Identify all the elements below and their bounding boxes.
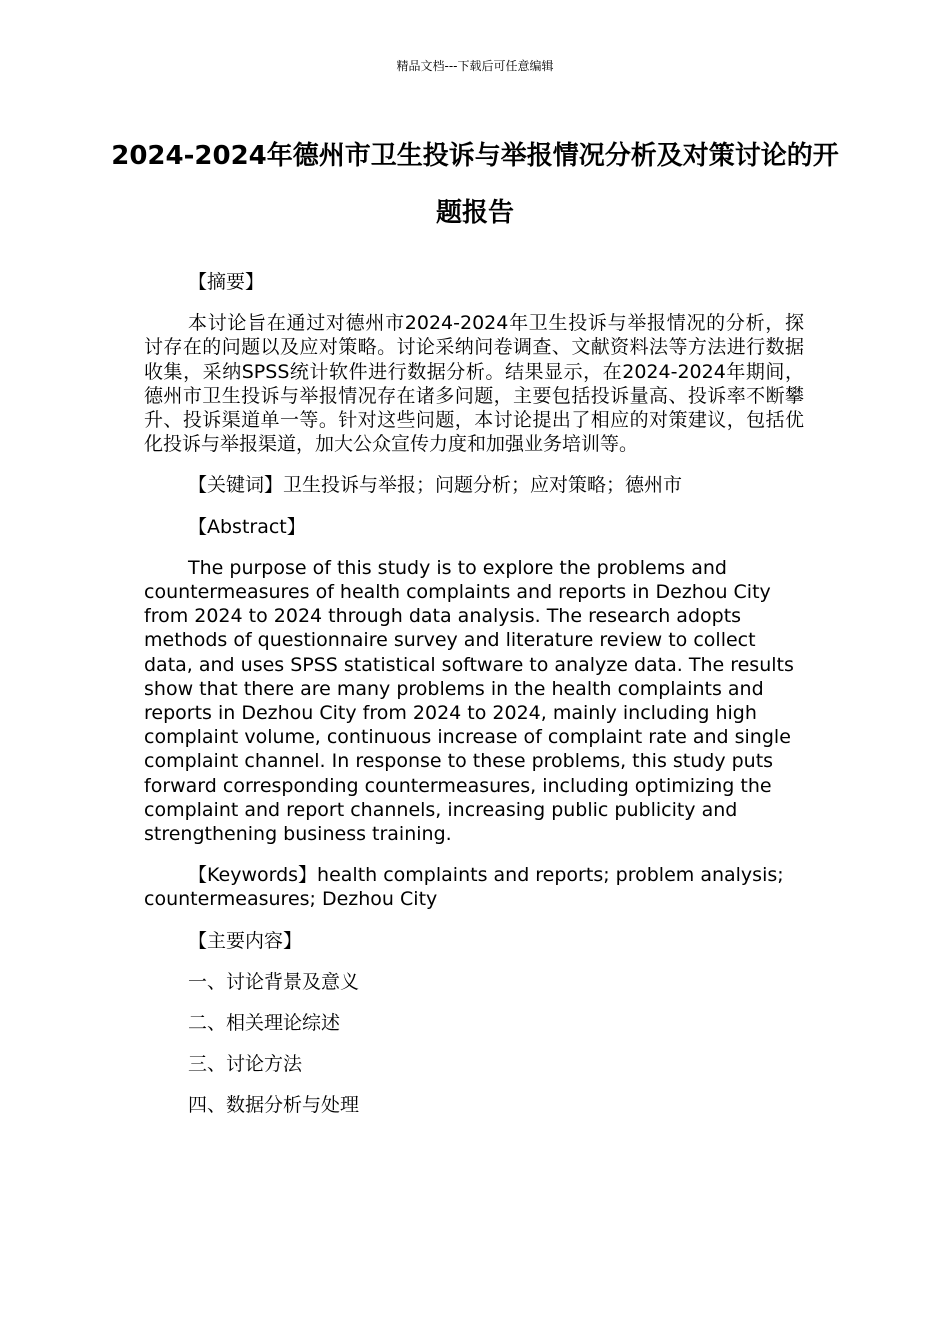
main-content-item: 四、数据分析与处理 [188, 1094, 360, 1117]
abstract-cn-body: 本讨论旨在通过对德州市2024-2024年卫生投诉与举报情况的分析，探讨存在的问题以及应对策略。讨论采纳问卷调查、文献资料法等方法进行数据收集，采纳SPSS统计软件进行数据分析。结果显示，在2024-2024年期间，德州市卫生投诉与举报情况存在诸多问题，主要包括投诉量高、投诉率不断攀升、投诉渠道单一等。针对这些问题，本讨论提出了相应的对策建议，包括优化投诉与举报渠道，加大公众宣传力度和加强业务培训等。 [144, 312, 804, 456]
main-content-item: 三、讨论方法 [188, 1053, 303, 1076]
abstract-cn-heading: 【摘要】 [188, 271, 265, 293]
page-header: 精品文档---下载后可任意编辑 [396, 59, 554, 73]
abstract-en-heading: 【Abstract】 [188, 515, 306, 538]
document-title: 2024-2024年德州市卫生投诉与举报情况分析及对策讨论的开题报告 [111, 141, 839, 228]
abstract-en-body: The purpose of this study is to explore the problems and countermeasures of health complaints and reports in Dezhou City from 2024 to 2024 through data analysis. The research adopts methods of questionnaire survey and literature review to collect data, and uses SPSS statistical software to analyze data. The results show that there are many problems in the health complaints and reports in Dezhou City from 2024 to 2024, mainly including high complaint volume, continuous increase of complaint rate and single complaint channel. In response to these problems, this study puts forward corresponding countermeasures, including optimizing the complaint and report channels, increasing public publicity and strengthening business training. [144, 556, 794, 846]
main-content-item: 一、讨论背景及意义 [188, 970, 360, 993]
document-body [144, 270, 804, 1135]
main-content-item: 二、相关理论综述 [188, 1012, 341, 1035]
main-content-heading: 【主要内容】 [188, 929, 303, 952]
keywords-cn: 【关键词】卫生投诉与举报；问题分析；应对策略；德州市 [188, 474, 683, 497]
keywords-en: 【Keywords】health complaints and reports; problem analysis; countermeasures; Dezhou City [144, 864, 784, 911]
